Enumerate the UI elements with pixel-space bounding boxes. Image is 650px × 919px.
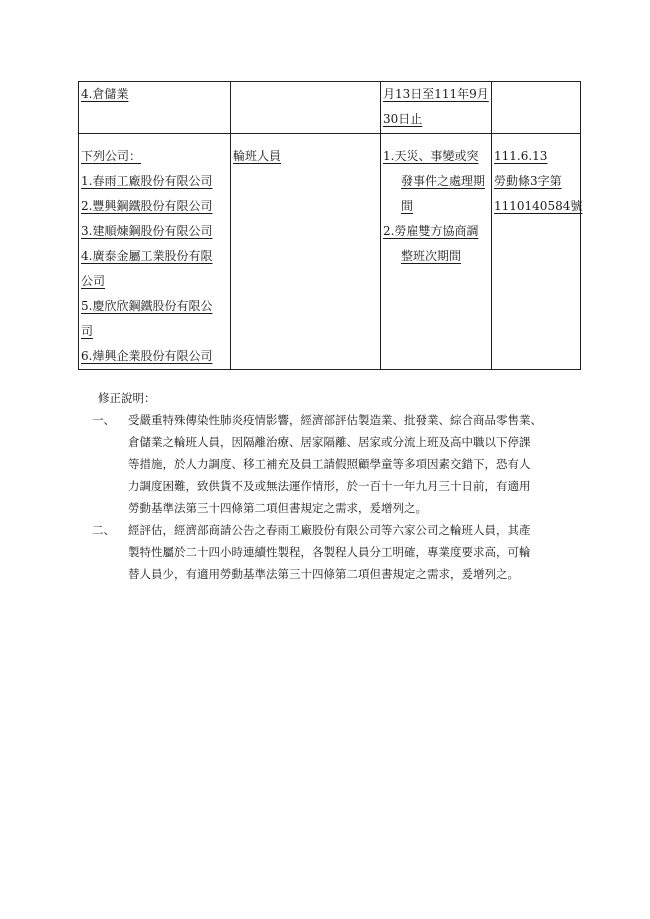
company-item: 6.燁興企業股份有限公司 <box>81 349 213 363</box>
approval-doc-number: 1110140584號 <box>494 199 583 213</box>
note-line: 力調度困難，致供貨不及或無法運作情形，於一百十一年九月三十日前，有適用 <box>128 479 531 493</box>
amendment-notes <box>92 387 582 585</box>
note-number: 一、 <box>92 413 115 427</box>
note-line: 經評估，經濟部商請公告之春雨工廠股份有限公司等六家公司之輪班人員，其產 <box>128 523 531 537</box>
table-row <box>79 134 581 370</box>
note-item <box>92 409 582 519</box>
period-line: 月13日至111年9月 <box>383 87 489 101</box>
approval-date: 111.6.13 <box>494 149 548 163</box>
industry-name: 4.倉儲業 <box>81 87 129 101</box>
company-item: 4.廣泰金屬工業股份有限 <box>81 249 213 263</box>
period-cell <box>381 82 492 134</box>
worker-type: 輪班人員 <box>233 149 282 163</box>
company-item: 3.建順煉鋼股份有限公司 <box>81 224 213 238</box>
approval-cell <box>492 82 581 134</box>
company-item: 2.豐興鋼鐵股份有限公司 <box>81 199 213 213</box>
company-item: 1.春雨工廠股份有限公司 <box>81 174 213 188</box>
period-line: 30日止 <box>383 112 423 126</box>
reason-item-continued: 間 <box>401 199 414 213</box>
notes-heading: 修正說明： <box>98 391 156 405</box>
worker-type-cell <box>231 82 381 134</box>
reason-item-continued: 發事件之處理期 <box>401 174 486 188</box>
note-line: 倉儲業之輪班人員，因隔離治療、居家隔離、居家或分流上班及高中職以下停課 <box>128 435 531 449</box>
table-row <box>79 82 581 134</box>
note-line: 替人員少，有適用勞動基準法第三十四條第二項但書規定之需求，爰增列之。 <box>128 567 519 581</box>
approval-cell <box>492 134 581 370</box>
note-number: 二、 <box>92 523 115 537</box>
company-list-title: 下列公司： <box>81 149 142 163</box>
note-item <box>92 519 582 585</box>
company-item: 5.慶欣欣鋼鐵股份有限公 <box>81 299 213 313</box>
industry-cell <box>79 82 231 134</box>
approval-doc-prefix: 勞動條3字第 <box>494 174 562 188</box>
company-list-cell <box>79 134 231 370</box>
reason-item-continued: 整班次期間 <box>401 249 462 263</box>
note-line: 勞動基準法第三十四條第二項但書規定之需求，爰增列之。 <box>128 501 427 515</box>
reason-cell <box>381 134 492 370</box>
worker-type-cell <box>231 134 381 370</box>
note-line: 製特性屬於二十四小時連續性製程，各製程人員分工明確，專業度要求高，可輪 <box>128 545 531 559</box>
regulation-table <box>78 81 581 370</box>
note-line: 等措施，於人力調度、移工補充及員工請假照顧學童等多項因素交錯下，恐有人 <box>128 457 531 471</box>
reason-item: 2.勞雇雙方協商調 <box>383 224 479 238</box>
reason-item: 1.天災、事變或突 <box>383 149 479 163</box>
note-line: 受嚴重特殊傳染性肺炎疫情影響，經濟部評估製造業、批發業、綜合商品零售業、 <box>128 413 542 427</box>
company-item-continued: 公司 <box>81 274 106 288</box>
company-item-continued: 司 <box>81 324 94 338</box>
